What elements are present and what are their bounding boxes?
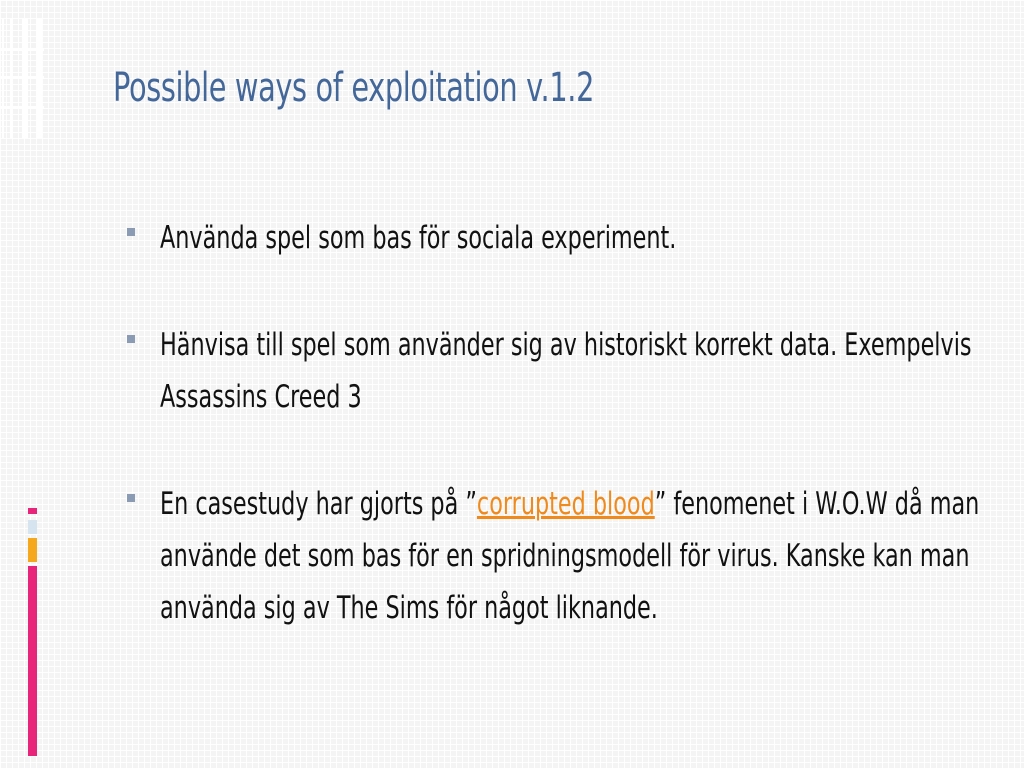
bullet-item (124, 212, 1004, 264)
bullet-text (160, 478, 981, 634)
bullet-text: Använda spel som bas för sociala experiment. (160, 220, 677, 256)
accent-color-strip (28, 508, 37, 756)
corner-decoration (0, 18, 44, 138)
square-bullet-icon (127, 335, 135, 343)
bullet-text-before: En casestudy har gjorts på ” (160, 486, 477, 522)
bullet-item (124, 478, 1004, 634)
bullet-list (124, 212, 1004, 634)
bullet-text-after: ” fenomenet i W.O.W då man använde det som bas för en spridningsmodell för virus. Kanske kan man använda sig av The Sims för något liknande. (160, 486, 980, 626)
slide-content (124, 212, 1004, 689)
square-bullet-icon (127, 494, 135, 502)
bullet-text (160, 319, 981, 423)
square-bullet-icon (127, 228, 135, 236)
bullet-text-content: Hänvisa till spel som använder sig av historiskt korrekt data. Exempelvis Assassins Creed 3 (160, 327, 972, 415)
bullet-item (124, 319, 1004, 423)
slide-title: Possible ways of exploitation v.1.2 (113, 65, 595, 111)
corrupted-blood-link[interactable]: corrupted blood (476, 486, 655, 522)
